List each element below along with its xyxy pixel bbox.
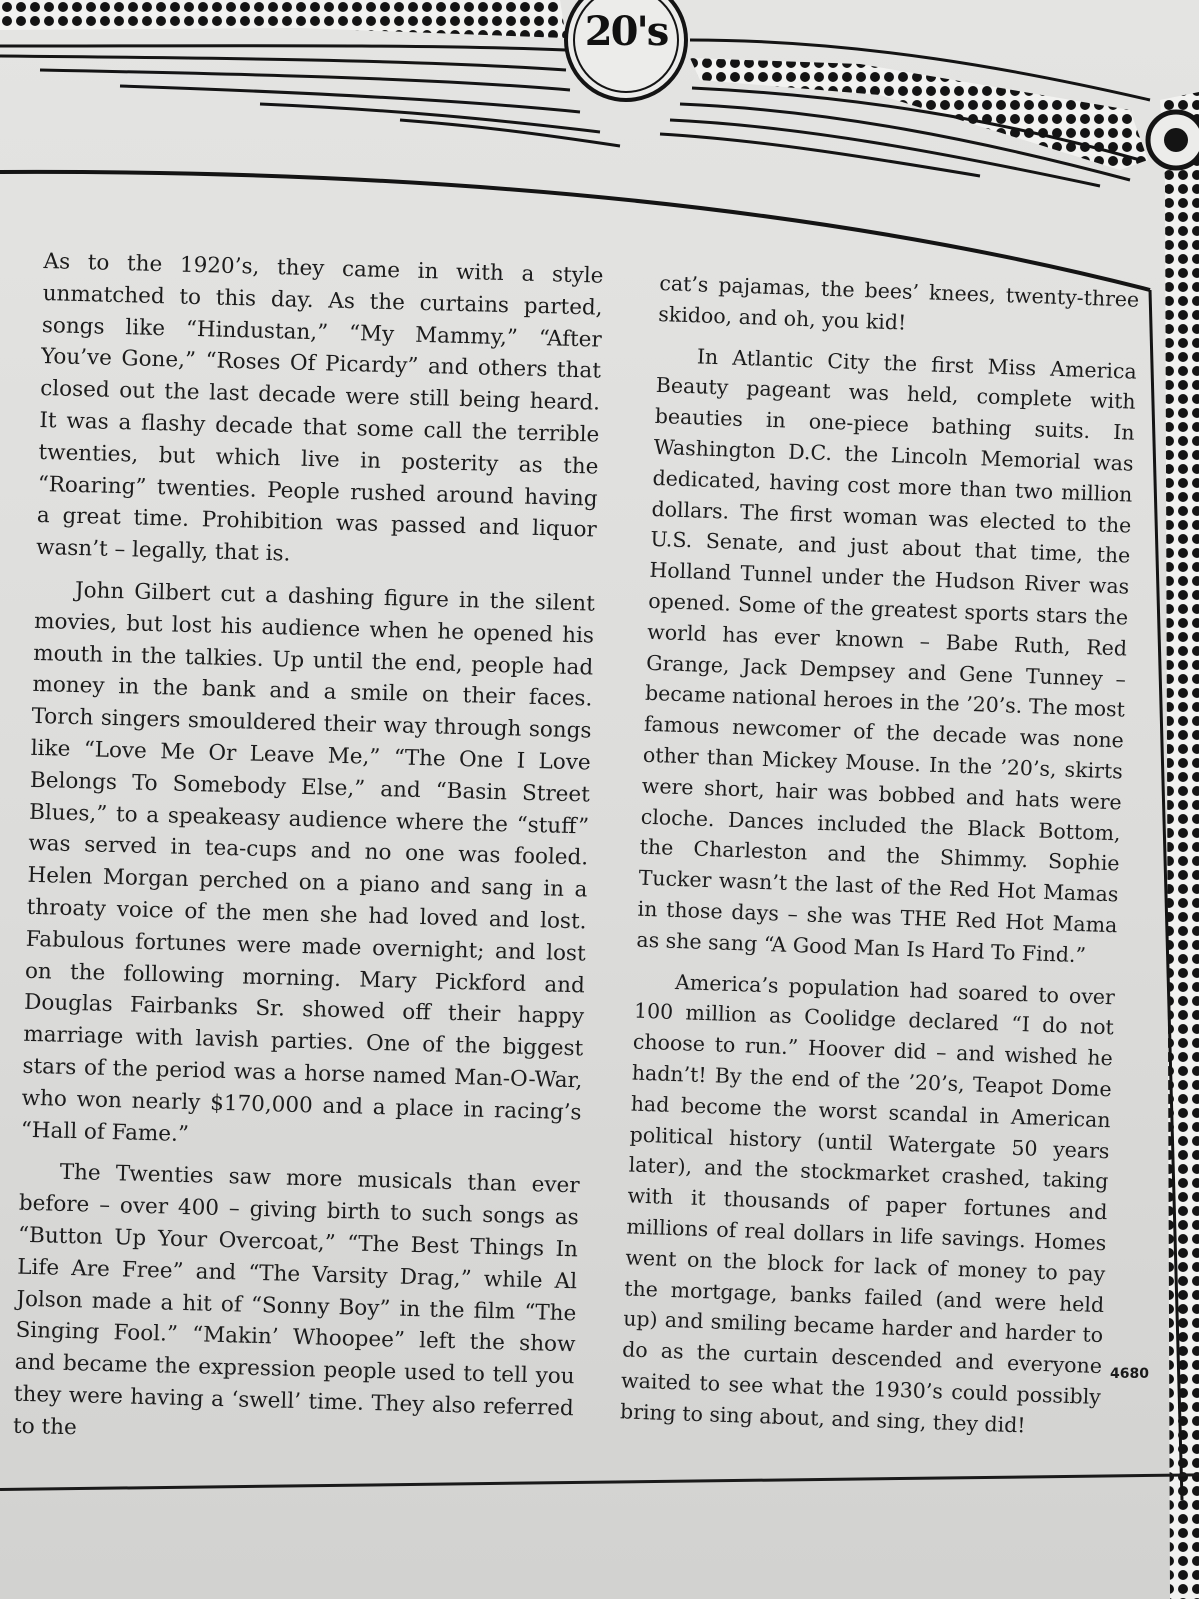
paragraph: As to the 1920’s, they came in with a style unmatched to this day. As the curtains parted, songs like “Hindustan,” “My Mammy,” “After You’ve Gone,” “Roses Of Picardy” and others that closed out the last decade were still being heard. It was a flashy decade that some call the terrible twenties, but which live in posterity as the “Roaring” twenties. People rushed around having a great time. Prohibition was passed and liquor wasn’t – legally, that is. [35,248,604,567]
paragraph: John Gilbert cut a dashing figure in the silent movies, but lost his audience when he opened his mouth in the talkies. Up until the end, people had money in the bank and a smile on their faces. Torch singers smouldered their way through songs like “Love Me Or Leave Me,” “The One I Love Belongs To Somebody Else,” and “Basin Street Blues,” to a speakeasy audience where the “stuff” was served in tea-cups and no one was fooled. Helen Morgan perched on a piano and sang in a throaty voice of the men she had loved and lost. Fabulous fortunes were made overnight; and lost on the following morning. Mary Pickford and Douglas Fairbanks Sr. showed off their happy marriage with lavish parties. One of the biggest stars of the period was a horse named Man-O-War, who won nearly $170,000 and a place in racing’s “Hall of Fame.” [20,577,596,1147]
right-column [619,268,1140,1454]
paragraph: America’s population had soared to over 100 million as Coolidge declared “I do not choose to run.” Hoover did – and wished he hadn’t! By the end of the ’20’s, Teapot Dome had become the worst scandal in American political history (until Watergate 50 years later), and the stockmarket crashed, taking with it thousands of paper fortunes and millions of real dollars in life savings. Homes went on the block for lack of money to pay the mortgage, banks failed (and were held up) and smiling became harder and harder to do as the curtain descended and everyone waited to see what the 1930’s could possibly bring to sing about, and sing, they did! [619,969,1116,1438]
page-number: 4680 [1110,1366,1149,1382]
dotted-band-left [0,0,566,38]
paragraph: The Twenties saw more musicals than ever before – over 400 – giving birth to such songs as “Button Up Your Overcoat,” “The Best Things In Life Are Free” and “The Varsity Drag,” while Al Jolson made a hit of “Sonny Boy” in the film “The Singing Fool.” “Makin’ Whoopee” left the show and became the expression people used to tell you they were having a ‘swell’ time. They also referred to the [12,1160,580,1440]
dotted-band-right [690,58,1148,170]
decade-badge: 20's [584,8,668,55]
paragraph: In Atlantic City the first Miss America Beauty pageant was held, complete with beauties in one-piece bathing suits. In Washington D.C. the Lincoln Memorial was dedicated, having cost more than two million dollars. The first woman was elected to the U.S. Senate, and just about that time, the Holland Tunnel under the Hudson River was opened. Some of the greatest sports stars the world has ever known – Babe Ruth, Red Grange, Jack Dempsey and Gene Tunney – became national heroes in the ’20’s. The most famous newcomer of the decade was none other than Mickey Mouse. In the ’20’s, skirts were short, hair was bobbed and hats were cloche. Dances included the Black Bottom, the Charleston and the Shimmy. Sophie Tucker wasn’t the last of the Red Hot Mamas in those days – she was THE Red Hot Mama as she sang “A Good Man Is Hard To Find.” [636,343,1138,968]
paragraph: cat’s pajamas, the bees’ knees, twenty-three skidoo, and oh, you kid! [657,270,1140,335]
left-column [12,246,603,1467]
